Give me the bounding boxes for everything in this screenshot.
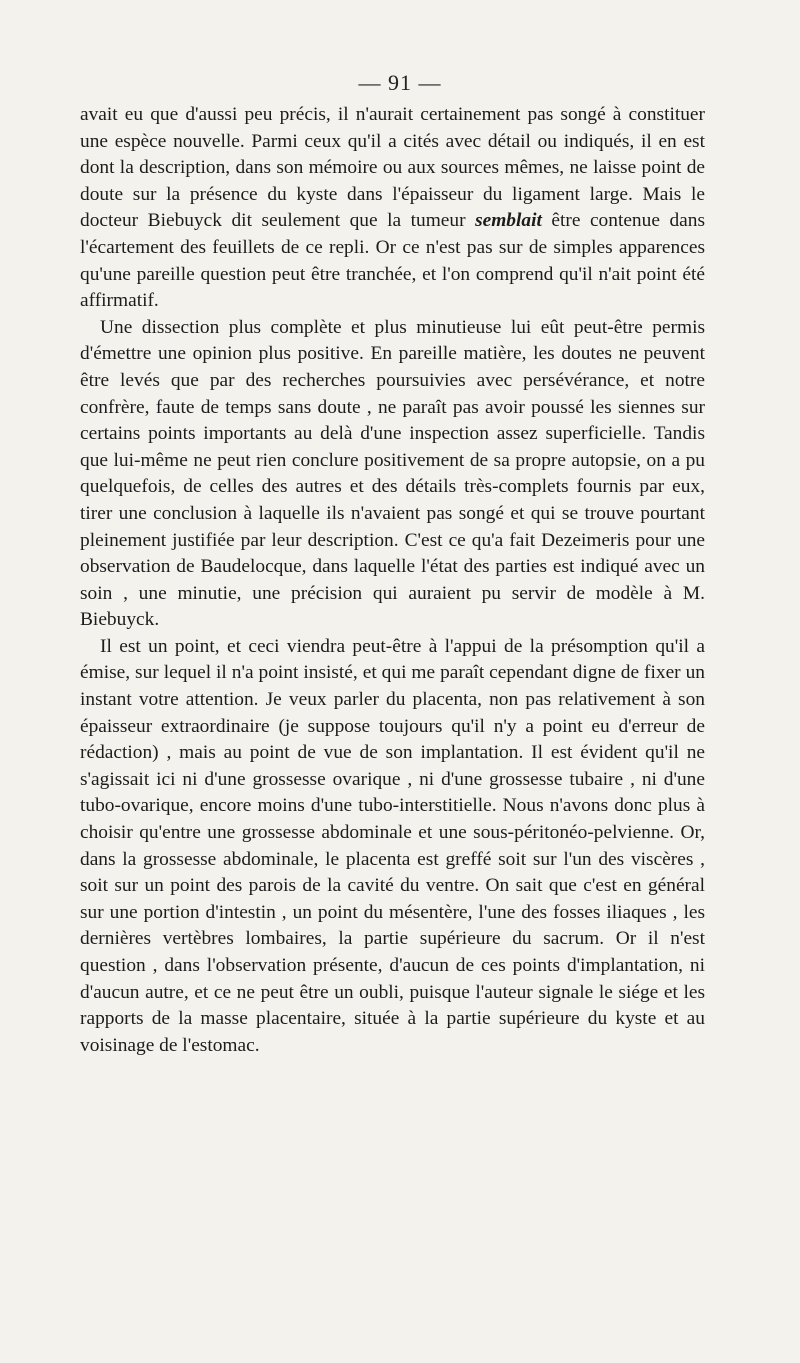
paragraph-1-part-2: être contenue dans l'écartement des feuillets de ce repli. Or ce n'est pas sur de simples apparences qu'une pareille question peut être tranchée, et l'on comprend qu'il n'ait point été affirmatif. xyxy=(80,210,705,312)
paragraph-1 xyxy=(80,102,705,315)
page-number: — 91 — xyxy=(358,70,442,95)
emphasized-word: semblait xyxy=(475,210,542,232)
paragraph-1-part-1: avait eu que d'aussi peu précis, il n'aurait certainement pas songé à constituer une espèce nouvelle. Parmi ceux qu'il a cités avec détail ou indiqués, il en est dont la description, dans son mémoire ou aux sources mêmes, ne laisse point de doute sur la présence du kyste dans l'épaisseur du ligament large. Mais le docteur Biebuyck dit seulement que la tumeur xyxy=(80,104,705,232)
paragraph-2: Une dissection plus complète et plus minutieuse lui eût peut-être permis d'émettre une opinion plus positive. En pareille matière, les doutes ne peuvent être levés que par des recherches poursuivies avec persévérance, et notre confrère, faute de temps sans doute , ne paraît pas avoir poussé les siennes sur certains points importants au delà d'une inspection assez superficielle. Tandis que lui-même ne peut rien conclure positivement de sa propre autopsie, on a pu quelquefois, de celles des autres et des détails très-complets fournis par eux, tirer une conclusion à laquelle ils n'avaient pas songé et qui se trouve pourtant pleinement justifiée par leur description. C'est ce qu'a fait Dezeimeris pour une observation de Baudelocque, dans laquelle l'état des parties est indiqué avec un soin , une minutie, une précision qui auraient pu servir de modèle à M. Biebuyck. xyxy=(80,316,705,631)
paragraph-3: Il est un point, et ceci viendra peut-être à l'appui de la présomption qu'il a émise, sur lequel il n'a point insisté, et qui me paraît cependant digne de fixer un instant votre attention. Je veux parler du placenta, non pas relativement à son épaisseur extraordinaire (je suppose toujours qu'il n'y a point eu d'erreur de rédaction) , mais au point de vue de son implantation. Il est évident qu'il ne s'agissait ici ni d'une grossesse ovarique , ni d'une grossesse tubaire , ni d'une tubo-ovarique, encore moins d'une tubo-interstitielle. Nous n'avons donc plus à choisir qu'entre une grossesse abdominale et une sous-péritonéo-pelvienne. Or, dans la grossesse abdominale, le placenta est greffé soit sur l'un des viscères , soit sur un point des parois de la cavité du ventre. On sait que c'est en général sur une portion d'intestin , un point du mésentère, l'une des fosses iliaques , les dernières vertèbres lombaires, la partie supérieure du sacrum. Or il n'est question , dans l'observation présente, d'aucun de ces points d'implantation, ni d'aucun autre, et ce ne peut être un oubli, puisque l'auteur signale le siége et les rapports de la masse placentaire, située à la partie supérieure du kyste et au voisinage de l'estomac. xyxy=(80,635,705,1056)
body-text xyxy=(80,102,705,1059)
